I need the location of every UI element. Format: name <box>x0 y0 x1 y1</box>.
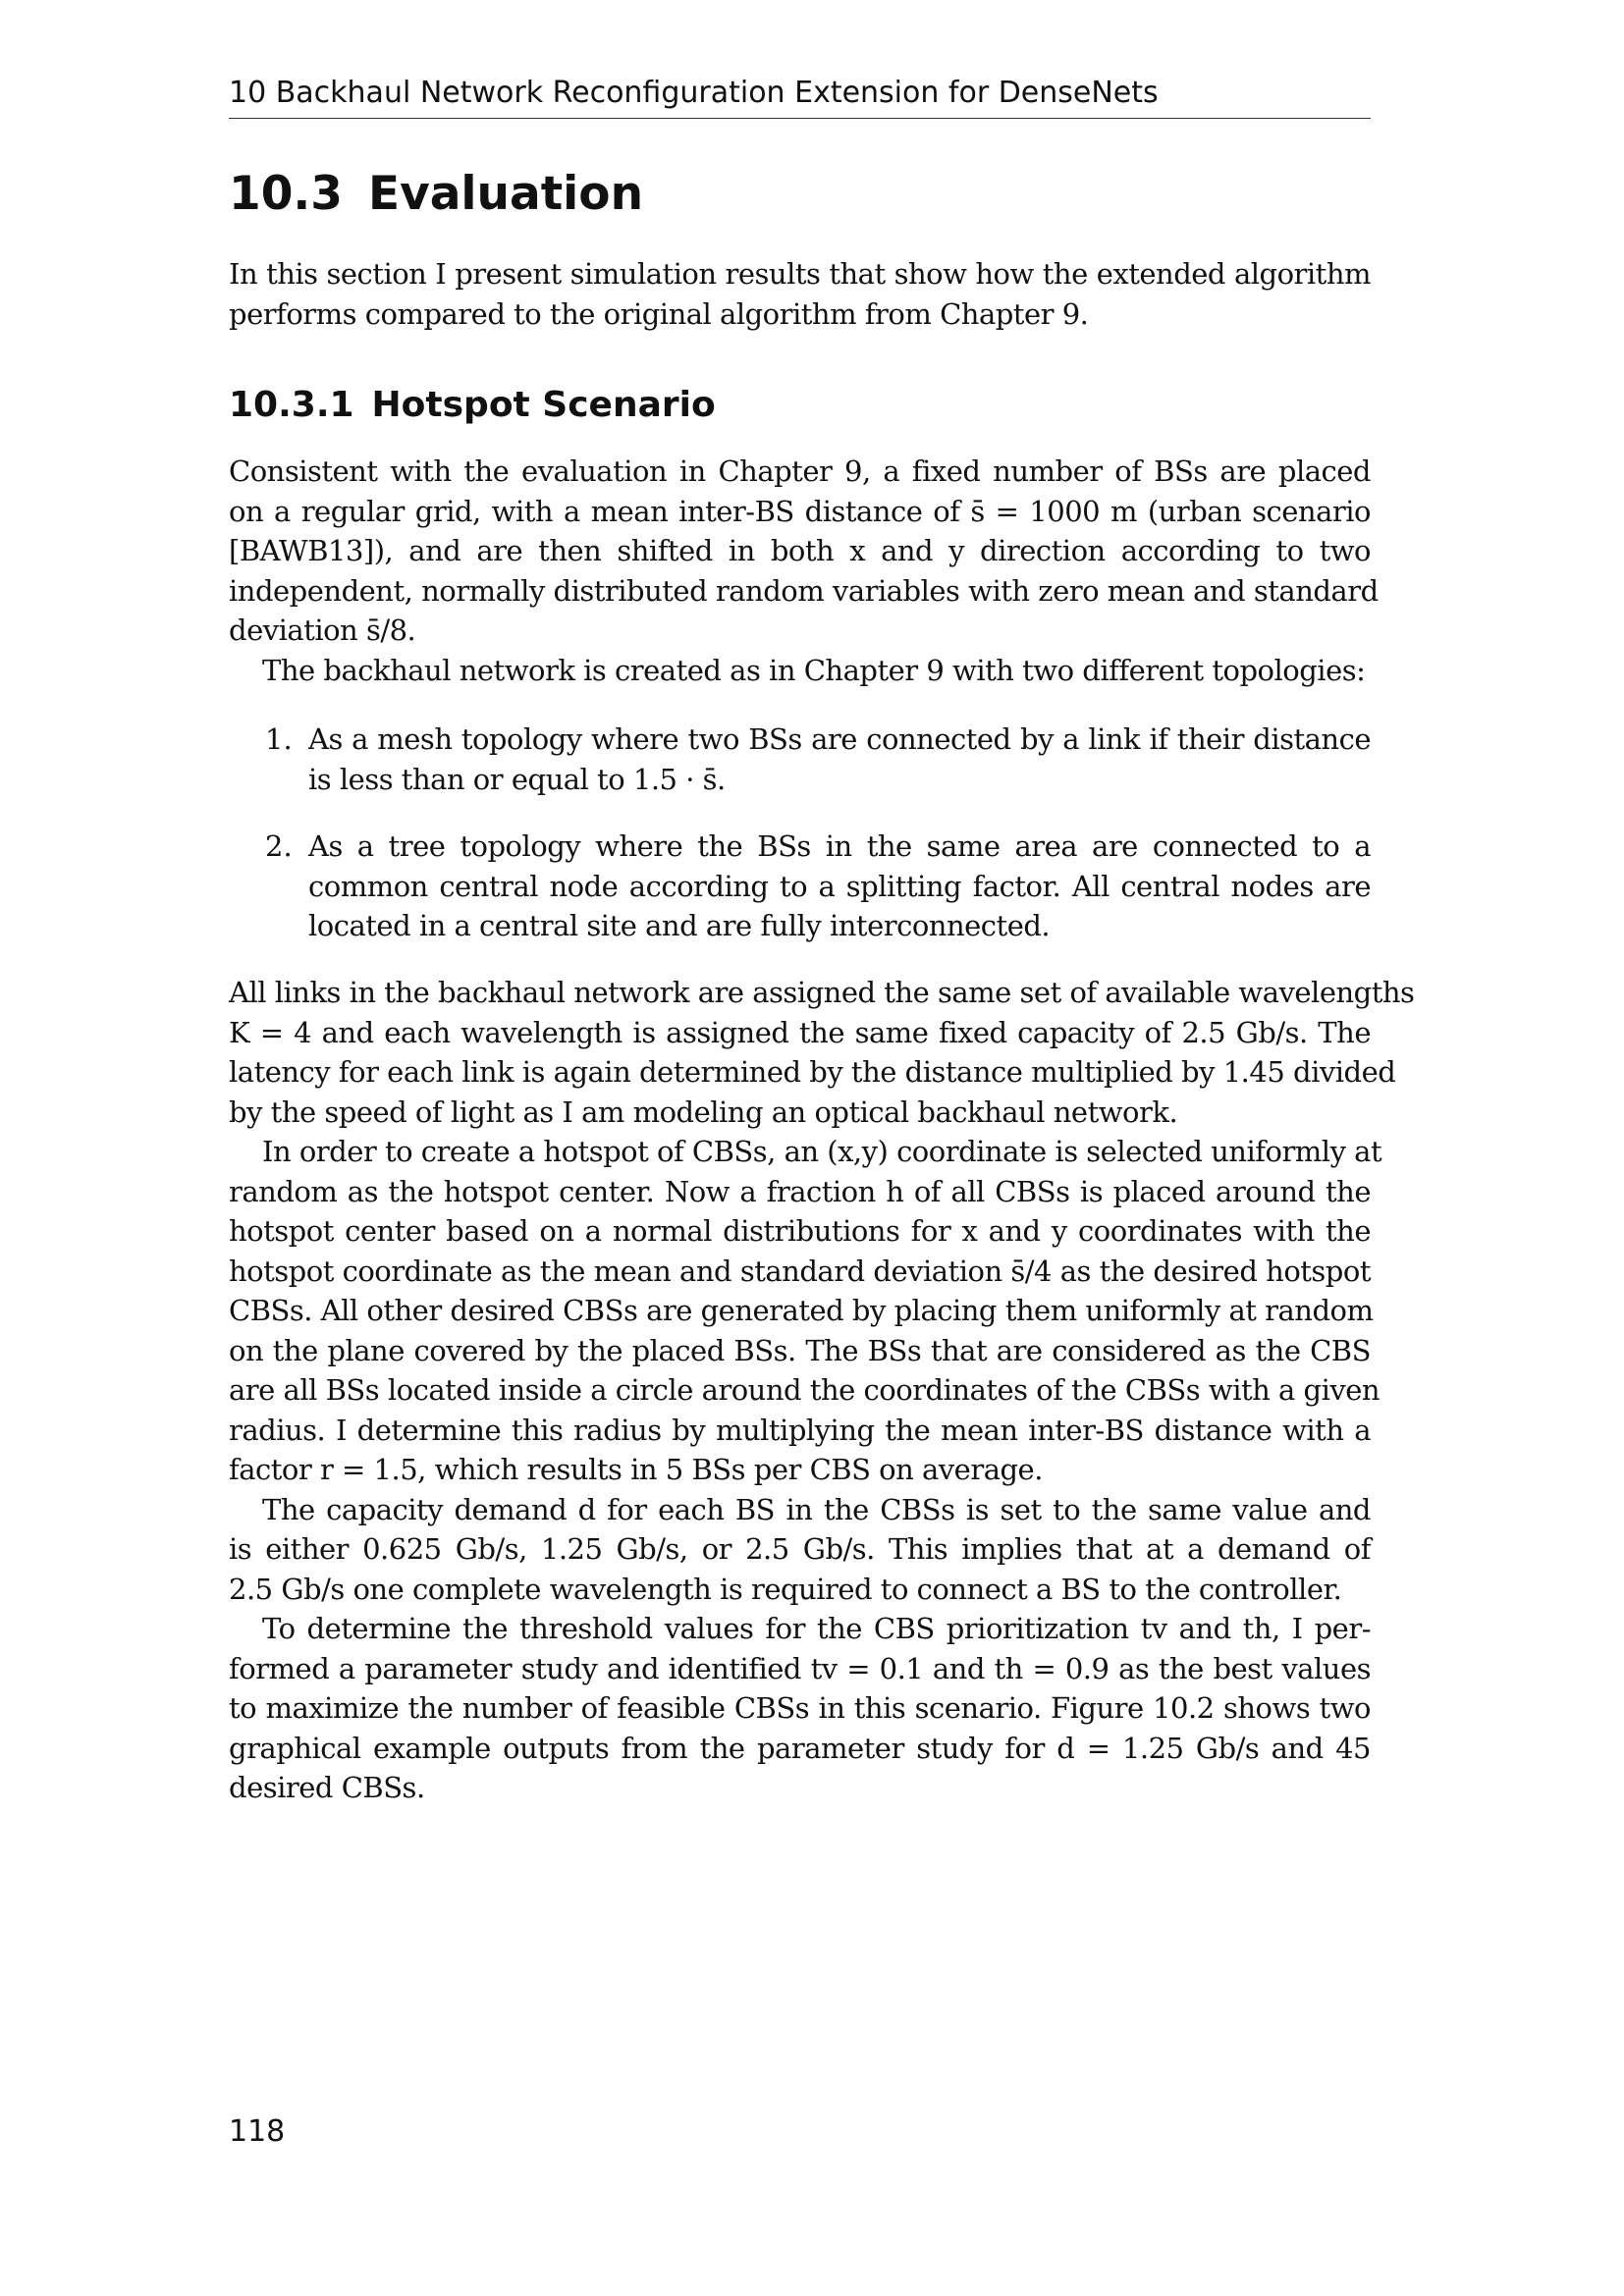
list-number: 1. <box>265 722 293 756</box>
text-line: to maximize the number of feasible CBSs in this scenario. Figure 10.2 shows two <box>229 1691 1371 1725</box>
text-line: All links in the backhaul network are assigned the same set of available wavelengths <box>229 976 1415 1009</box>
text-line: located in a central site and are fully interconnected. <box>308 909 1051 942</box>
text-line: radius. I determine this radius by multiplying the mean inter-BS distance with a <box>229 1413 1371 1447</box>
paragraph-placement <box>229 452 1379 690</box>
list-item-body <box>308 720 1371 799</box>
section-title <box>229 165 1371 224</box>
text-line: hotspot coordinate as the mean and standard deviation s̄/4 as the desired hotspot <box>229 1254 1371 1288</box>
text-line: are all BSs located inside a circle around the coordinates of the CBSs with a given <box>229 1373 1380 1407</box>
text-line: To determine the threshold values for the CBS prioritization tv and th, I per- <box>262 1612 1371 1645</box>
section-number: 10.3 <box>229 167 343 221</box>
text-line: In this section I present simulation results that show how the extended algorithm <box>229 257 1371 291</box>
running-header: 10 Backhaul Network Reconfiguration Extension for DenseNets <box>229 76 1159 110</box>
text-line: on a regular grid, with a mean inter-BS distance of s̄ = 1000 m (urban scenario <box>229 494 1371 528</box>
text-line: random as the hotspot center. Now a fraction h of all CBSs is placed around the <box>229 1174 1371 1208</box>
text-line: is less than or equal to 1.5 · s̄. <box>308 762 726 796</box>
text-line: independent, normally distributed random variables with zero mean and standard <box>229 573 1379 608</box>
section-title-text: Evaluation <box>367 167 644 221</box>
text-line: desired CBSs. <box>229 1771 425 1804</box>
text-line: 2.5 Gb/s one complete wavelength is required to connect a BS to the controller. <box>229 1572 1342 1606</box>
header-rule <box>229 118 1371 119</box>
text-line: factor r = 1.5, which results in 5 BSs per CBS on average. <box>229 1453 1043 1486</box>
list-number: 2. <box>265 829 293 863</box>
subsection-title <box>229 381 1371 430</box>
page-number: 118 <box>229 2114 286 2149</box>
text-line: The capacity demand d for each BS in the CBSs is set to the same value and <box>262 1492 1371 1526</box>
text-line: The backhaul network is created as in Chapter 9 with two different topologies: <box>262 653 1366 687</box>
text-line: performs compared to the original algorithm from Chapter 9. <box>229 296 1089 331</box>
text-line: common central node according to a splitting factor. All central nodes are <box>308 869 1371 903</box>
text-line: deviation s̄/8. <box>229 614 416 647</box>
text-line: formed a parameter study and identified tv = 0.1 and th = 0.9 as the best values <box>229 1651 1371 1685</box>
subsection-title-text: Hotspot Scenario <box>371 385 716 425</box>
text-line: hotspot center based on a normal distributions for x and y coordinates with the <box>229 1214 1371 1248</box>
text-line: by the speed of light as I am modeling an optical backhaul network. <box>229 1095 1178 1129</box>
text-line: CBSs. All other desired CBSs are generated by placing them uniformly at random <box>229 1294 1374 1327</box>
text-line: [BAWB13]), and are then shifted in both x and y direction according to two <box>229 534 1371 567</box>
intro-paragraph <box>229 254 1371 334</box>
text-line: Consistent with the evaluation in Chapter 9, a fixed number of BSs are placed <box>229 454 1371 488</box>
text-line: on the plane covered by the placed BSs. The BSs that are considered as the CBS <box>229 1333 1371 1367</box>
list-item-body <box>308 827 1371 946</box>
text-line: K = 4 and each wavelength is assigned the same fixed capacity of 2.5 Gb/s. The <box>229 1015 1371 1049</box>
text-line: As a tree topology where the BSs in the same area are connected to a <box>308 829 1371 863</box>
paragraph-evaluation-setup <box>229 973 1415 1808</box>
text-line: latency for each link is again determined by the distance multiplied by 1.45 divided <box>229 1055 1396 1089</box>
text-line: is either 0.625 Gb/s, 1.25 Gb/s, or 2.5 Gb/s. This implies that at a demand of <box>229 1532 1371 1566</box>
text-line: In order to create a hotspot of CBSs, an (x,y) coordinate is selected uniformly at <box>262 1135 1382 1168</box>
subsection-number: 10.3.1 <box>229 385 354 425</box>
text-line: As a mesh topology where two BSs are connected by a link if their distance <box>308 722 1371 756</box>
text-line: graphical example outputs from the parameter study for d = 1.25 Gb/s and 45 <box>229 1731 1371 1765</box>
